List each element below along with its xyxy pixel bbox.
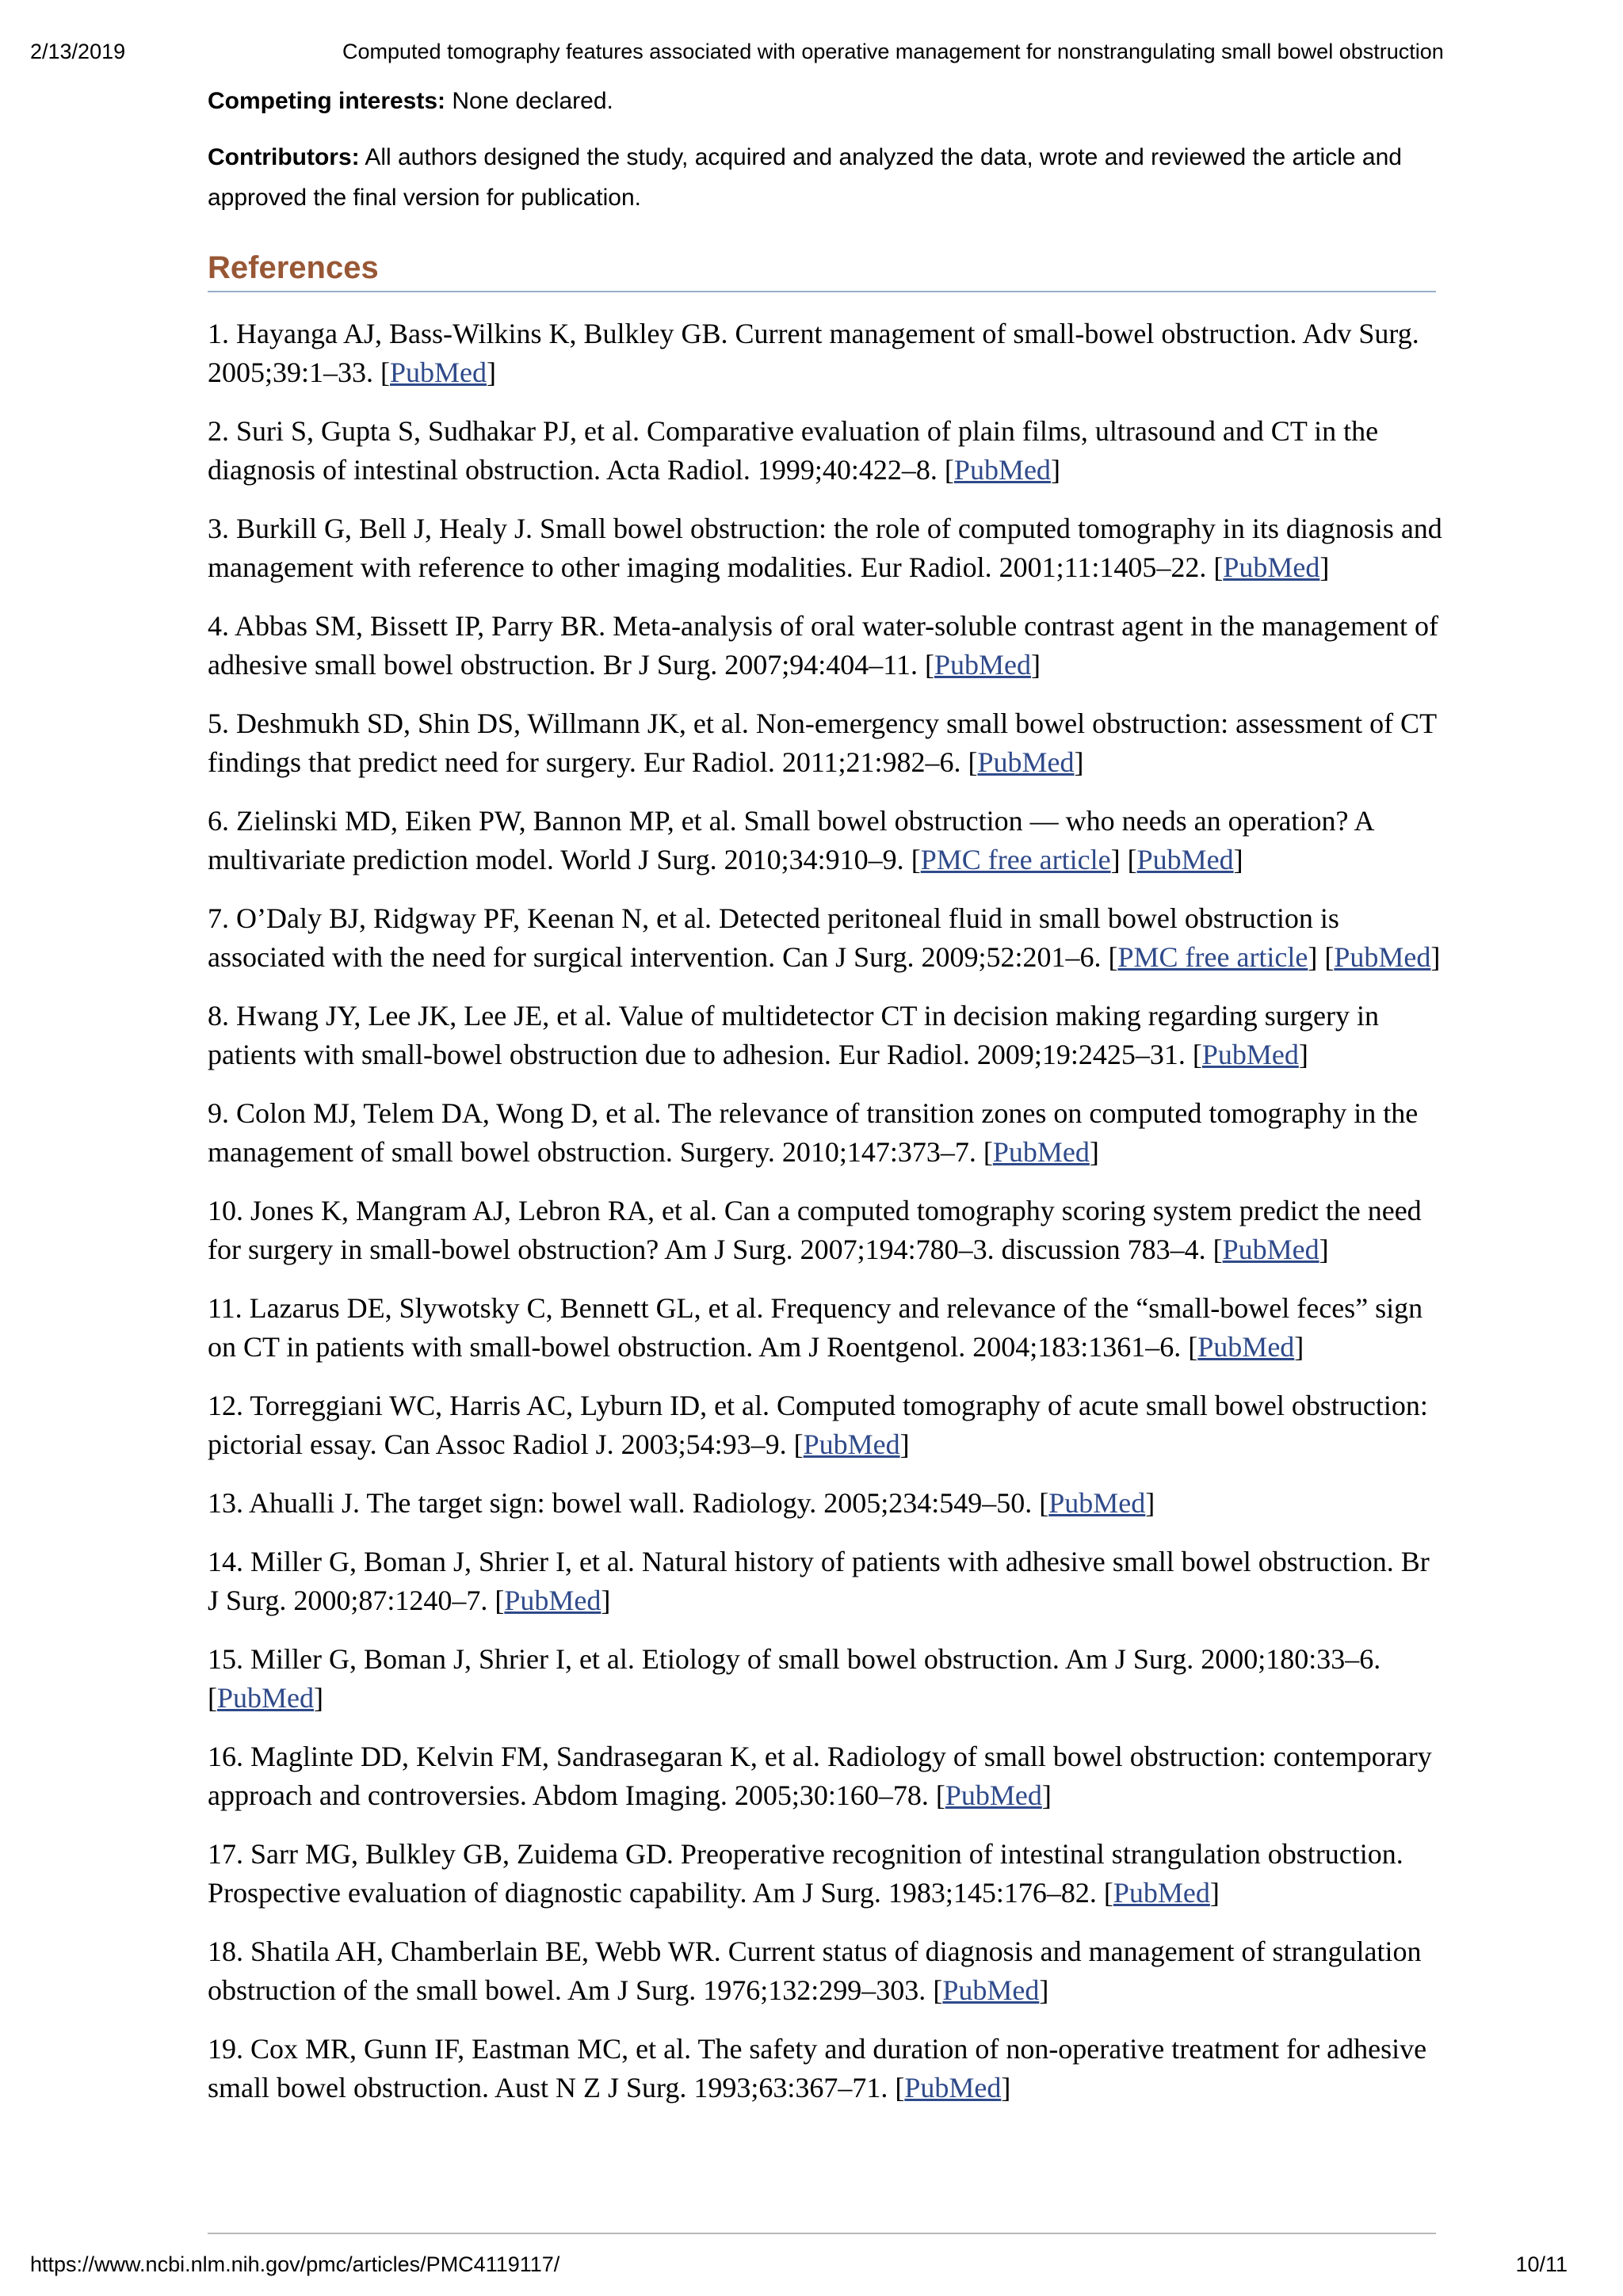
reference-text: 16. Maglinte DD, Kelvin FM, Sandrasegaran K, et al. Radiology of small bowel obstruction: contemporary approach and controversies. Abdom Imaging. 2005;30:160–78. <box>208 1741 1432 1811</box>
pubmed-link[interactable]: PubMed <box>504 1585 601 1616</box>
pubmed-link[interactable]: PubMed <box>953 454 1051 486</box>
reference-item: 12. Torreggiani WC, Harris AC, Lyburn ID, et al. Computed tomography of acute small bowel obstruction: pictorial essay. Can Assoc Radiol J. 2003;54:93–9. [PubMed] <box>208 1390 1428 1460</box>
reference-text: 3. Burkill G, Bell J, Healy J. Small bowel obstruction: the role of computed tomography in its diagnosis and management with reference to other imaging modalities. Eur Radiol. 2001;11:1405–22. <box>208 513 1442 583</box>
pubmed-link[interactable]: PubMed <box>1201 1039 1299 1070</box>
pubmed-link[interactable]: PubMed <box>977 746 1075 778</box>
reference-text: 1. Hayanga AJ, Bass-Wilkins K, Bulkley GB. Current management of small-bowel obstruction. Adv Surg. 2005;39:1–33. <box>208 318 1419 388</box>
pubmed-link[interactable]: PubMed <box>904 2072 1002 2103</box>
reference-item: 4. Abbas SM, Bissett IP, Parry BR. Meta-analysis of oral water-soluble contrast agent in the management of adhesive small bowel obstruction. Br J Surg. 2007;94:404–11. [PubMed] <box>208 610 1438 681</box>
pubmed-link[interactable]: PubMed <box>934 649 1031 681</box>
reference-text: 7. O’Daly BJ, Ridgway PF, Keenan N, et al. Detected peritoneal fluid in small bowel obstruction is associated with the need for surgical intervention. Can J Surg. 2009;52:201–6. <box>208 902 1339 973</box>
reference-item: 8. Hwang JY, Lee JK, Lee JE, et al. Value of multidetector CT in decision making regarding surgery in patients with small-bowel obstruction due to adhesion. Eur Radiol. 2009;19:2425–31. [PubMed] <box>208 1000 1380 1070</box>
reference-text: 15. Miller G, Boman J, Shrier I, et al. Etiology of small bowel obstruction. Am J Surg. 2000;180:33–6. <box>208 1643 1381 1675</box>
reference-item: 10. Jones K, Mangram AJ, Lebron RA, et al. Can a computed tomography scoring system predict the need for surgery in small-bowel obstruction? Am J Surg. 2007;194:780–3. discussion 783–4. [PubMed] <box>208 1195 1422 1265</box>
reference-list <box>208 315 1442 2107</box>
reference-item: 6. Zielinski MD, Eiken PW, Bannon MP, et al. Small bowel obstruction — who needs an operation? A multivariate prediction model. World J Surg. 2010;34:910–9. [PMC free article] [PubMed] <box>208 805 1373 875</box>
reference-text: 2. Suri S, Gupta S, Sudhakar PJ, et al. Comparative evaluation of plain films, ultrasound and CT in the diagnosis of intestinal obstruction. Acta Radiol. 1999;40:422–8. <box>208 415 1379 486</box>
reference-text: 10. Jones K, Mangram AJ, Lebron RA, et al. Can a computed tomography scoring system predict the need for surgery in small-bowel obstruction? Am J Surg. 2007;194:780–3. discussion 783–4. <box>208 1195 1422 1265</box>
reference-text: 9. Colon MJ, Telem DA, Wong D, et al. The relevance of transition zones on computed tomography in the management of small bowel obstruction. Surgery. 2010;147:373–7. <box>208 1097 1419 1168</box>
footer-page-number: 10/11 <box>1515 2252 1568 2276</box>
contributors-text: All authors designed the study, acquired and analyzed the data, wrote and reviewed the article and approved the final version for publication. <box>208 144 1402 211</box>
pubmed-link[interactable]: PubMed <box>217 1682 315 1714</box>
pubmed-link[interactable]: PubMed <box>992 1136 1090 1168</box>
competing-interests <box>208 81 1436 121</box>
contributors <box>208 137 1436 218</box>
reference-text: 8. Hwang JY, Lee JK, Lee JE, et al. Value of multidetector CT in decision making regarding surgery in patients with small-bowel obstruction due to adhesion. Eur Radiol. 2009;19:2425–31. <box>208 1000 1380 1070</box>
reference-item: 19. Cox MR, Gunn IF, Eastman MC, et al. The safety and duration of non-operative treatment for adhesive small bowel obstruction. Aust N Z J Surg. 1993;63:367–71. [PubMed] <box>208 2033 1427 2103</box>
pubmed-link[interactable]: PubMed <box>942 1974 1040 2006</box>
reference-text: 13. Ahualli J. The target sign: bowel wall. Radiology. 2005;234:549–50. <box>208 1487 1040 1519</box>
reference-item: 15. Miller G, Boman J, Shrier I, et al. Etiology of small bowel obstruction. Am J Surg. 2000;180:33–6. [PubMed] <box>208 1643 1381 1714</box>
footer-url: https://www.ncbi.nlm.nih.gov/pmc/articles/PMC4119117/ <box>30 2252 560 2276</box>
pmc-free-article-link[interactable]: PMC free article <box>920 844 1111 875</box>
references-heading: References <box>208 248 1436 292</box>
reference-text: 18. Shatila AH, Chamberlain BE, Webb WR. Current status of diagnosis and management of strangulation obstruction of the small bowel. Am J Surg. 1976;132:299–303. <box>208 1936 1422 2006</box>
reference-item: 1. Hayanga AJ, Bass-Wilkins K, Bulkley GB. Current management of small-bowel obstruction. Adv Surg. 2005;39:1–33. [PubMed] <box>208 318 1419 388</box>
pubmed-link[interactable]: PubMed <box>945 1779 1042 1811</box>
header-title: Computed tomography features associated with operative management for nonstrangulating small bowel obstruction <box>342 40 1444 63</box>
pubmed-link[interactable]: PubMed <box>390 357 487 388</box>
header-date: 2/13/2019 <box>30 40 126 63</box>
reference-text: 19. Cox MR, Gunn IF, Eastman MC, et al. The safety and duration of non-operative treatment for adhesive small bowel obstruction. Aust N Z J Surg. 1993;63:367–71. <box>208 2033 1427 2103</box>
reference-text: 14. Miller G, Boman J, Shrier I, et al. Natural history of patients with adhesive small bowel obstruction. Br J Surg. 2000;87:1240–7. <box>208 1546 1430 1616</box>
reference-text: 4. Abbas SM, Bissett IP, Parry BR. Meta-analysis of oral water-soluble contrast agent in the management of adhesive small bowel obstruction. Br J Surg. 2007;94:404–11. <box>208 610 1438 681</box>
reference-item: 2. Suri S, Gupta S, Sudhakar PJ, et al. Comparative evaluation of plain films, ultrasound and CT in the diagnosis of intestinal obstruction. Acta Radiol. 1999;40:422–8. [PubMed] <box>208 415 1379 486</box>
pubmed-link[interactable]: PubMed <box>1222 1234 1319 1265</box>
competing-interests-label: Competing interests: <box>208 88 446 114</box>
reference-item: 11. Lazarus DE, Slywotsky C, Bennett GL, et al. Frequency and relevance of the “small-bowel feces” sign on CT in patients with small-bowel obstruction. Am J Roentgenol. 2004;183:1361–6. [PubMed] <box>208 1292 1423 1363</box>
pubmed-link[interactable]: PubMed <box>1113 1877 1210 1909</box>
reference-text: 17. Sarr MG, Bulkley GB, Zuidema GD. Preoperative recognition of intestinal strangulation obstruction. Prospective evaluation of diagnostic capability. Am J Surg. 1983;145:176–82. <box>208 1838 1403 1909</box>
pubmed-link[interactable]: PubMed <box>1136 844 1234 875</box>
reference-text: 6. Zielinski MD, Eiken PW, Bannon MP, et al. Small bowel obstruction — who needs an operation? A multivariate prediction model. World J Surg. 2010;34:910–9. <box>208 805 1373 875</box>
competing-interests-text: None declared. <box>445 88 613 114</box>
reference-item: 17. Sarr MG, Bulkley GB, Zuidema GD. Preoperative recognition of intestinal strangulation obstruction. Prospective evaluation of diagnostic capability. Am J Surg. 1983;145:176–82. [PubMed] <box>208 1838 1403 1909</box>
pmc-free-article-link[interactable]: PMC free article <box>1117 941 1308 973</box>
pubmed-link[interactable]: PubMed <box>1048 1487 1146 1519</box>
bottom-divider <box>208 2233 1436 2234</box>
article-content <box>208 81 1442 2127</box>
reference-item: 16. Maglinte DD, Kelvin FM, Sandrasegaran K, et al. Radiology of small bowel obstruction: contemporary approach and controversies. Abdom Imaging. 2005;30:160–78. [PubMed] <box>208 1741 1432 1811</box>
reference-item: 7. O’Daly BJ, Ridgway PF, Keenan N, et al. Detected peritoneal fluid in small bowel obstruction is associated with the need for surgical intervention. Can J Surg. 2009;52:201–6. [PMC free article] [PubMed] <box>208 902 1441 973</box>
reference-item: 14. Miller G, Boman J, Shrier I, et al. Natural history of patients with adhesive small bowel obstruction. Br J Surg. 2000;87:1240–7. [PubMed] <box>208 1546 1430 1616</box>
pubmed-link[interactable]: PubMed <box>1197 1331 1295 1363</box>
pubmed-link[interactable]: PubMed <box>1334 941 1431 973</box>
reference-text: 5. Deshmukh SD, Shin DS, Willmann JK, et al. Non-emergency small bowel obstruction: assessment of CT findings that predict need for surgery. Eur Radiol. 2011;21:982–6. <box>208 707 1437 778</box>
reference-item: 18. Shatila AH, Chamberlain BE, Webb WR. Current status of diagnosis and management of strangulation obstruction of the small bowel. Am J Surg. 1976;132:299–303. [PubMed] <box>208 1936 1422 2006</box>
pubmed-link[interactable]: PubMed <box>803 1428 900 1460</box>
reference-text: 11. Lazarus DE, Slywotsky C, Bennett GL, et al. Frequency and relevance of the “small-bowel feces” sign on CT in patients with small-bowel obstruction. Am J Roentgenol. 2004;183:1361–6. <box>208 1292 1423 1363</box>
reference-item: 5. Deshmukh SD, Shin DS, Willmann JK, et al. Non-emergency small bowel obstruction: assessment of CT findings that predict need for surgery. Eur Radiol. 2011;21:982–6. [PubMed] <box>208 707 1437 778</box>
pubmed-link[interactable]: PubMed <box>1223 551 1320 583</box>
reference-item: 9. Colon MJ, Telem DA, Wong D, et al. The relevance of transition zones on computed tomography in the management of small bowel obstruction. Surgery. 2010;147:373–7. [PubMed] <box>208 1097 1419 1168</box>
reference-item: 13. Ahualli J. The target sign: bowel wall. Radiology. 2005;234:549–50. [PubMed] <box>208 1487 1155 1519</box>
contributors-label: Contributors: <box>208 144 360 170</box>
reference-text: 12. Torreggiani WC, Harris AC, Lyburn ID, et al. Computed tomography of acute small bowel obstruction: pictorial essay. Can Assoc Radiol J. 2003;54:93–9. <box>208 1390 1428 1460</box>
reference-item: 3. Burkill G, Bell J, Healy J. Small bowel obstruction: the role of computed tomography in its diagnosis and management with reference to other imaging modalities. Eur Radiol. 2001;11:1405–22. [PubMed] <box>208 513 1442 583</box>
